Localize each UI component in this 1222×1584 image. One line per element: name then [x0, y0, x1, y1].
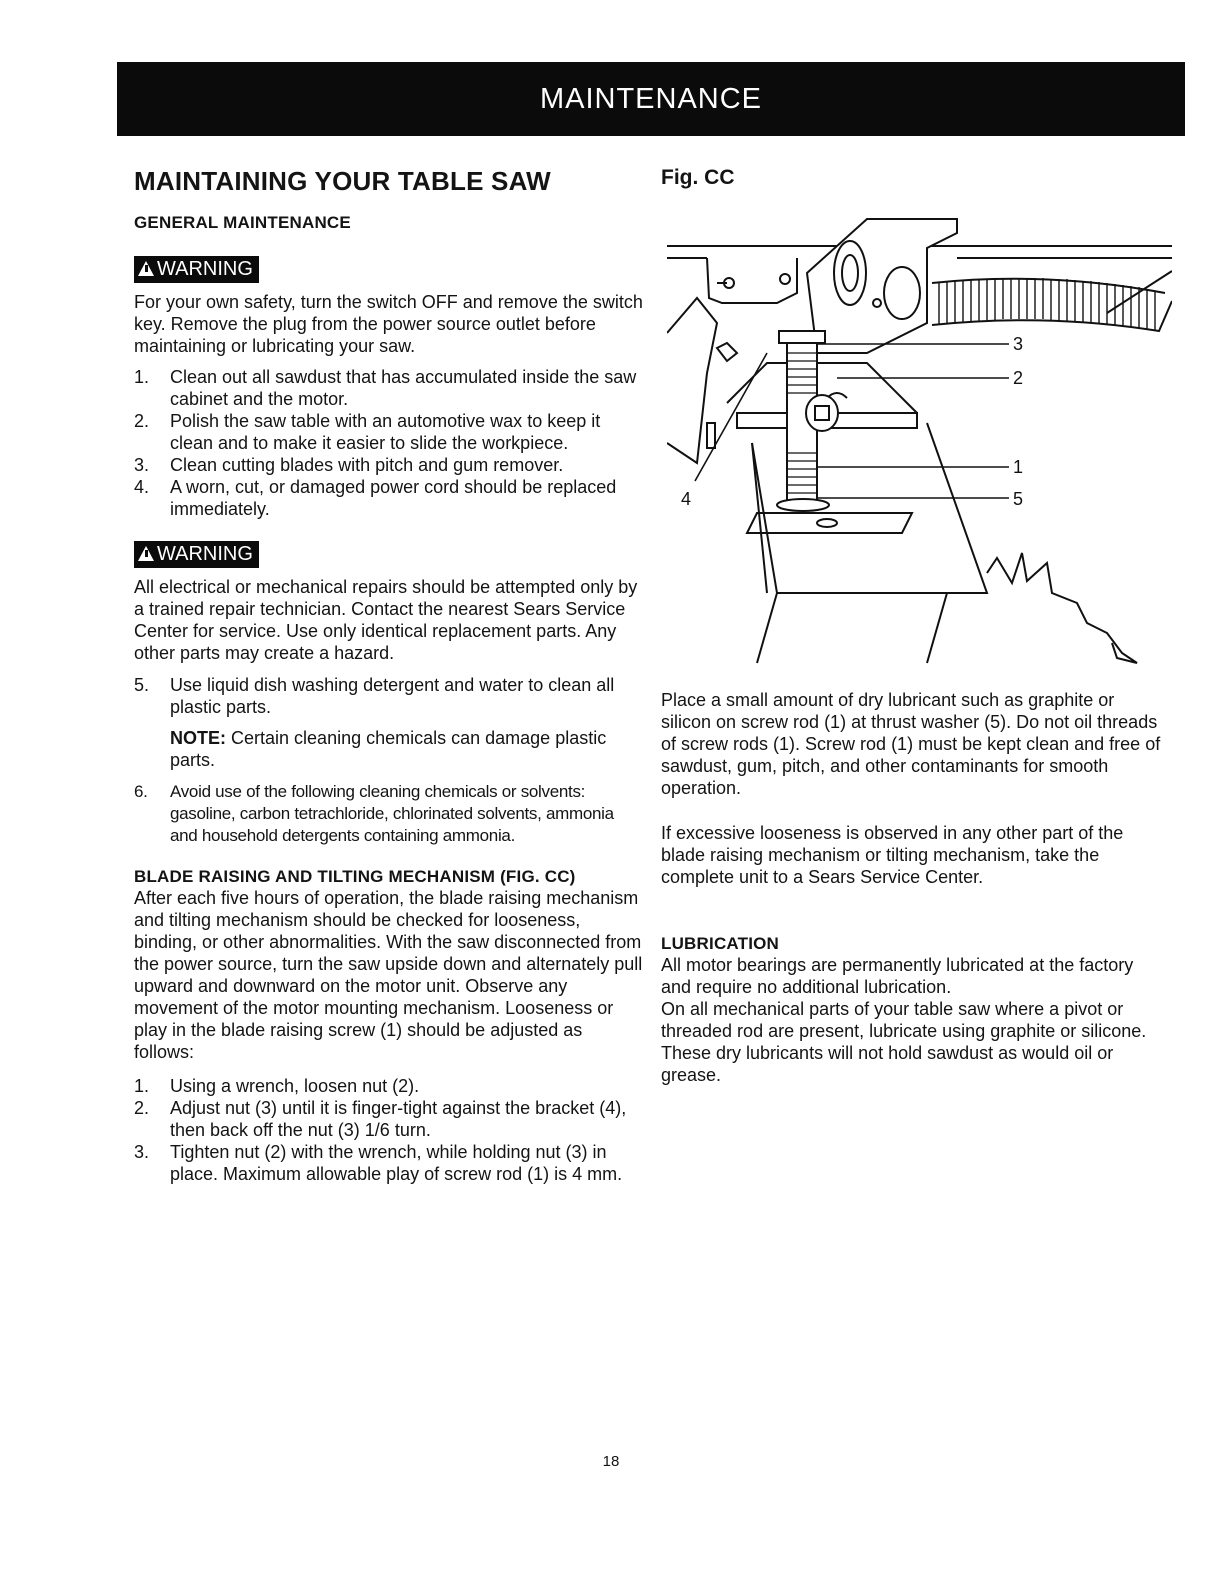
right-text-block	[661, 689, 1161, 1086]
blade-raising-heading: BLADE RAISING AND TILTING MECHANISM (FIG. CC)	[134, 867, 576, 886]
bracket-hole	[780, 274, 790, 284]
callout-4: 4	[681, 489, 692, 509]
frame-legs	[752, 443, 947, 663]
warning-badge-1	[134, 256, 644, 283]
list-item: 3. Clean cutting blades with pitch and gum remover.	[134, 455, 564, 475]
bracket-plate	[707, 258, 797, 303]
warning-label: WARNING	[157, 543, 253, 565]
list-item: 1. Clean out all sawdust that has accumulated inside the saw cabinet and the motor.	[134, 367, 637, 409]
warning-triangle-icon	[138, 261, 154, 276]
list-item: 4. A worn, cut, or damaged power cord should be replaced immediately.	[134, 477, 617, 519]
page-number: 18	[602, 1453, 620, 1470]
bracket-pin	[707, 423, 715, 448]
blade-mechanism-figure	[667, 213, 1172, 668]
callout-2: 2	[1013, 368, 1024, 388]
chemicals-list	[134, 781, 644, 847]
saw-blade-teeth	[987, 553, 1137, 663]
housing-left	[667, 298, 717, 463]
warning-badge-2	[134, 541, 644, 568]
cleaning-list	[134, 366, 644, 520]
note: NOTE: Certain cleaning chemicals can damage plastic parts.	[170, 728, 607, 770]
section-banner: MAINTENANCE	[117, 62, 1185, 136]
lubrication-heading: LUBRICATION	[661, 934, 780, 953]
nut-2	[806, 395, 838, 431]
list-item: 3. Tighten nut (2) with the wrench, while holding nut (3) in place. Maximum allowable play of screw rod (1) is 4 mm.	[134, 1142, 623, 1184]
callout-5: 5	[1013, 489, 1024, 509]
warning-text-1: For your own safety, turn the switch OFF and remove the switch key. Remove the plug from the power source outlet before maintaining or lubricating your saw.	[134, 292, 643, 356]
callout-3: 3	[1013, 334, 1024, 354]
list-item: 6. Avoid use of the following cleaning chemicals or solvents: gasoline, carbon tetrachloride, chlorinated solvents, ammonia and household detergents containing ammonia.	[134, 782, 614, 845]
shaft-collar	[884, 267, 920, 319]
looseness-paragraph: If excessive looseness is observed in any other part of the blade raising mechanism or tilting mechanism, take the complete unit to a Sears Service Center.	[661, 823, 1124, 887]
list-item: 5. Use liquid dish washing detergent and water to clean all plastic parts.	[134, 675, 615, 717]
warning-text-2: All electrical or mechanical repairs should be attempted only by a trained repair technician. Contact the nearest Sears Service Center for service. Use only identical replacement parts. Any other parts may create a hazard.	[134, 577, 638, 663]
bearing-ring	[834, 241, 866, 305]
page-title: MAINTAINING YOUR TABLE SAW	[134, 166, 551, 196]
warning-triangle-icon	[138, 546, 154, 561]
list-item: 2. Adjust nut (3) until it is finger-tight against the bracket (4), then back off the nut (3) 1/6 turn.	[134, 1098, 627, 1140]
list-item: 2. Polish the saw table with an automotive wax to keep it clean and to make it easier to slide the workpiece.	[134, 411, 601, 453]
left-column	[134, 166, 644, 1185]
warning-label: WARNING	[157, 258, 253, 280]
threaded-shaft	[932, 279, 1172, 331]
hex-nut	[717, 343, 737, 361]
right-column	[661, 166, 1161, 190]
nut-3	[779, 331, 825, 343]
base-plate	[747, 513, 912, 533]
adjustment-list	[134, 1075, 644, 1185]
note-label: NOTE:	[170, 728, 226, 748]
figure-title: Fig. CC	[661, 166, 735, 189]
callout-1: 1	[1013, 457, 1024, 477]
lubrication-text-1: All motor bearings are permanently lubricated at the factory and require no additional lubrication.	[661, 955, 1134, 997]
lubrication-text-2: On all mechanical parts of your table saw where a pivot or threaded rod are present, lubricate using graphite or silicone. These dry lubricants will not hold sawdust as would oil or grease.	[661, 999, 1147, 1085]
list-item: 1. Using a wrench, loosen nut (2).	[134, 1076, 420, 1096]
lubricant-paragraph: Place a small amount of dry lubricant such as graphite or silicon on screw rod (1) at thrust washer (5). Do not oil threads of screw rods (1). Screw rod (1) must be kept clean and free of sawdust, gum, pitch, and other contaminants for smooth operation.	[661, 690, 1161, 798]
blade-raising-text: After each five hours of operation, the blade raising mechanism and tilting mechanism should be checked for looseness, binding, or other abnormalities. With the saw disconnected from the power source, turn the saw upside down and alternately pull upward and downward on the motor unit. Observe any movement of the motor mounting mechanism. Looseness or play in the blade raising screw (1) should be adjusted as follows:	[134, 888, 643, 1062]
trunnion-block	[807, 219, 957, 353]
thrust-washer	[777, 499, 829, 511]
plastic-list	[134, 674, 644, 718]
general-maintenance-heading: GENERAL MAINTENANCE	[134, 213, 351, 232]
